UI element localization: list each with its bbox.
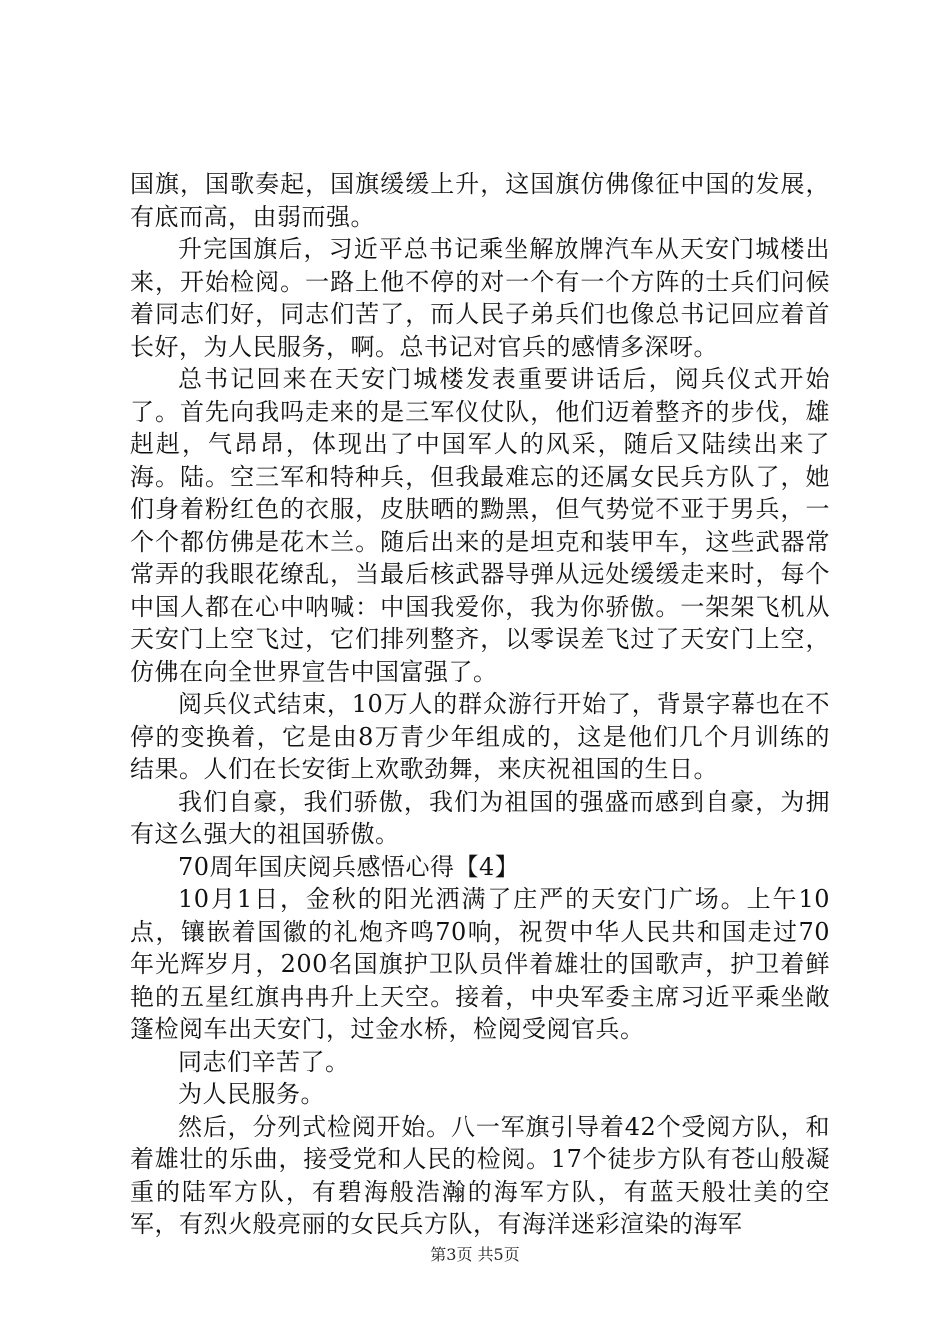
paragraph-5: 我们自豪，我们骄傲，我们为祖国的强盛而感到自豪，为拥有这么强大的祖国骄傲。 — [130, 787, 830, 848]
paragraph-6: 10月1日，金秋的阳光洒满了庄严的天安门广场。上午10点，镶嵌着国徽的礼炮齐鸣70响，祝贺中华人民共和国走过70年光辉岁月，200名国旗护卫队员伴着雄壮的国歌声，护卫着鲜艳的五星红旗冉冉升上天空。接着，中央军委主席习近平乘坐敞篷检阅车出天安门，过金水桥，检阅受阅官兵。 — [130, 885, 830, 1043]
paragraph-8: 为人民服务。 — [178, 1080, 325, 1108]
paragraph-4: 阅兵仪式结束，10万人的群众游行开始了，背景字幕也在不停的变换着，它是由8万青少年组成的，这是他们几个月训练的结果。人们在长安街上欢歌劲舞，来庆祝祖国的生日。 — [130, 690, 830, 783]
page-footer: 第3页 共5页 — [430, 1245, 520, 1264]
paragraph-9: 然后，分列式检阅开始。八一军旗引导着42个受阅方队，和着雄壮的乐曲，接受党和人民的检阅。17个徒步方队有苍山般凝重的陆军方队，有碧海般浩瀚的海军方队，有蓝天般壮美的空军，有烈火般亮丽的女民兵方队，有海洋迷彩渲染的海军 — [130, 1112, 830, 1238]
paragraph-3: 总书记回来在天安门城楼发表重要讲话后，阅兵仪式开始了。首先向我吗走来的是三军仪仗队，他们迈着整齐的步伐，雄赳赳，气昂昂，体现出了中国军人的风采，随后又陆续出来了海。陆。空三军和特种兵，但我最难忘的还属女民兵方队了，她们身着粉红色的衣服，皮肤晒的黝黑，但气势觉不亚于男兵，一个个都仿佛是花木兰。随后出来的是坦克和装甲车，这些武器常常弄的我眼花缭乱，当最后核武器导弹从远处缓缓走来时，每个中国人都在心中呐喊：中国我爱你，我为你骄傲。一架架飞机从天安门上空飞过，它们排列整齐，以零误差飞过了天安门上空，仿佛在向全世界宣告中国富强了。 — [130, 365, 830, 686]
section-heading: 70周年国庆阅兵感悟心得【4】 — [178, 852, 520, 881]
paragraph-2: 升完国旗后，习近平总书记乘坐解放牌汽车从天安门城楼出来，开始检阅。一路上他不停的对一个有一个方阵的士兵们问候着同志们好，同志们苦了，而人民子弟兵们也像总书记回应着首长好，为人民服务，啊。总书记对官兵的感情多深呀。 — [130, 235, 830, 361]
document-body — [130, 168, 830, 1241]
paragraph-1: 国旗，国歌奏起，国旗缓缓上升，这国旗仿佛像征中国的发展，有底而高，由弱而强。 — [130, 170, 830, 231]
paragraph-7: 同志们辛苦了。 — [178, 1047, 350, 1076]
